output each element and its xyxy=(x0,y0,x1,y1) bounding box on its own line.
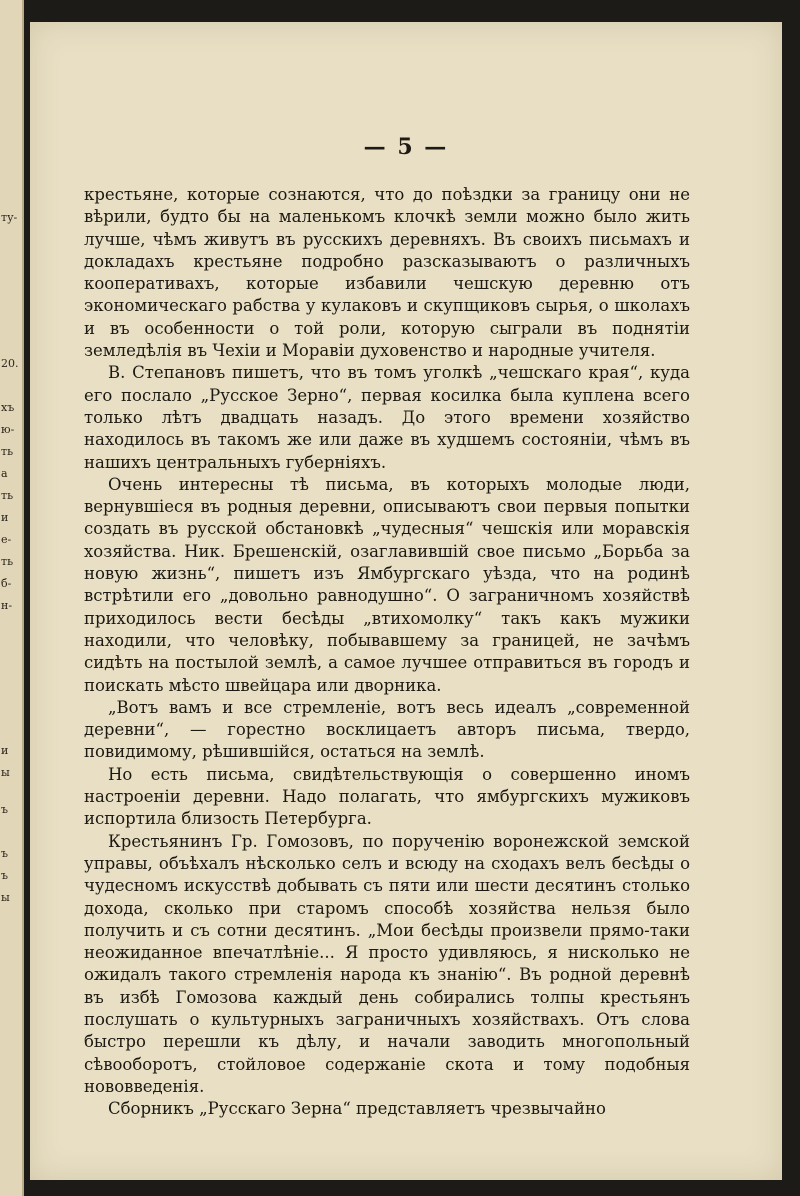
margin-fragment: 20. xyxy=(1,358,19,370)
paragraph: Сборникъ „Русскаго Зерна“ представляетъ чрезвычайно xyxy=(108,1099,606,1119)
margin-fragment: ю- xyxy=(1,424,15,436)
margin-fragment: е- xyxy=(1,534,12,546)
left-page-edge xyxy=(0,0,24,1196)
margin-fragment: ъ xyxy=(1,870,8,882)
paragraph: Но есть письма, свидѣтельствующія о совершенно иномъ настроеніи деревни. Надо полагать, что ямбургскихъ мужиковъ испортила близость Петербурга. xyxy=(84,764,690,829)
paragraph: крестьяне, которые сознаются, что до поѣздки за границу они не вѣрили, будто бы на маленькомъ клочкѣ земли можно было жить лучше, чѣмъ живутъ въ русскихъ деревняхъ. Въ своихъ письмахъ и докладахъ крестьяне подробно разсказываютъ о различныхъ кооперативахъ, которые избавили чешскую деревню отъ экономическаго рабства у кулаковъ и скупщиковъ сырья, о школахъ и въ особенности о той роли, которую сыграли въ поднятіи земледѣлія въ Чехіи и Моравіи духовенство и народные учителя. xyxy=(84,185,690,361)
page-body xyxy=(84,184,690,1120)
margin-fragment: ъ xyxy=(1,848,8,860)
margin-fragment: ть xyxy=(1,490,14,502)
margin-fragment: и xyxy=(1,512,9,524)
margin-fragment: б- xyxy=(1,578,12,590)
paragraph: Крестьянинъ Гр. Гомозовъ, по порученію воронежской земской управы, объѣхалъ нѣсколько селъ и всюду на сходахъ велъ бесѣды о чудесномъ искусствѣ добывать съ пяти или шести десятинъ столько дохода, сколько при старомъ способѣ хозяйства нельзя было получить и съ сотни десятинъ. „Мои бесѣды произвели прямо-таки неожиданное впечатлѣніе... Я просто удивляюсь, я нисколько не ожидалъ такого стремленія народа къ знанію“. Въ родной деревнѣ въ избѣ Гомозова каждый день собирались толпы крестьянъ послушать о культурныхъ заграничныхъ хозяйствахъ. Отъ слова быстро перешли къ дѣлу, и начали заводить многопольный сѣвооборотъ, стойловое содержаніе скота и тому подобныя нововведенія. xyxy=(84,831,690,1096)
margin-fragment: хъ xyxy=(1,402,15,414)
margin-fragment: ы xyxy=(1,767,10,779)
page-number: — 5 — xyxy=(363,134,449,160)
margin-fragment: ту- xyxy=(1,212,18,224)
margin-fragment: ъ xyxy=(1,804,8,816)
paragraph: В. Степановъ пишетъ, что въ томъ уголкѣ „чешскаго края“, куда его послало „Русское Зерно“, первая косилка была куплена всего только лѣтъ двадцать назадъ. До этого времени хозяйство находилось въ такомъ же или даже въ худшемъ состояніи, чѣмъ въ нашихъ центральныхъ губерніяхъ. xyxy=(84,363,690,472)
margin-fragment: и xyxy=(1,745,9,757)
margin-fragment: а xyxy=(1,468,8,480)
margin-fragment: ть xyxy=(1,446,14,458)
paragraph: „Вотъ вамъ и все стремленіе, вотъ весь идеалъ „современной деревни“, — горестно восклицаетъ авторъ письма, твердо, повидимому, рѣшившійся, остаться на землѣ. xyxy=(84,697,690,762)
margin-fragment: ть xyxy=(1,556,14,568)
margin-fragment: н- xyxy=(1,600,13,612)
margin-fragment: ы xyxy=(1,892,10,904)
book-page xyxy=(30,22,782,1180)
paragraph: Очень интересны тѣ письма, въ которыхъ молодые люди, вернувшіеся въ родныя деревни, описываютъ свои первыя попытки создать въ русской обстановкѣ „чудесныя“ чешскія или моравскія хозяйства. Ник. Брешенскій, озаглавившій свое письмо „Борьба за новую жизнь“, пишетъ изъ Ямбургскаго уѣзда, что на родинѣ встрѣтили его „довольно равнодушно“. О заграничномъ хозяйствѣ приходилось вести бесѣды „втихомолку“ такъ какъ мужики находили, что человѣку, побывавшему за границей, не зачѣмъ сидѣть на постылой землѣ, а самое лучшее отправиться въ городъ и поискать мѣсто швейцара или дворника. xyxy=(84,474,690,695)
